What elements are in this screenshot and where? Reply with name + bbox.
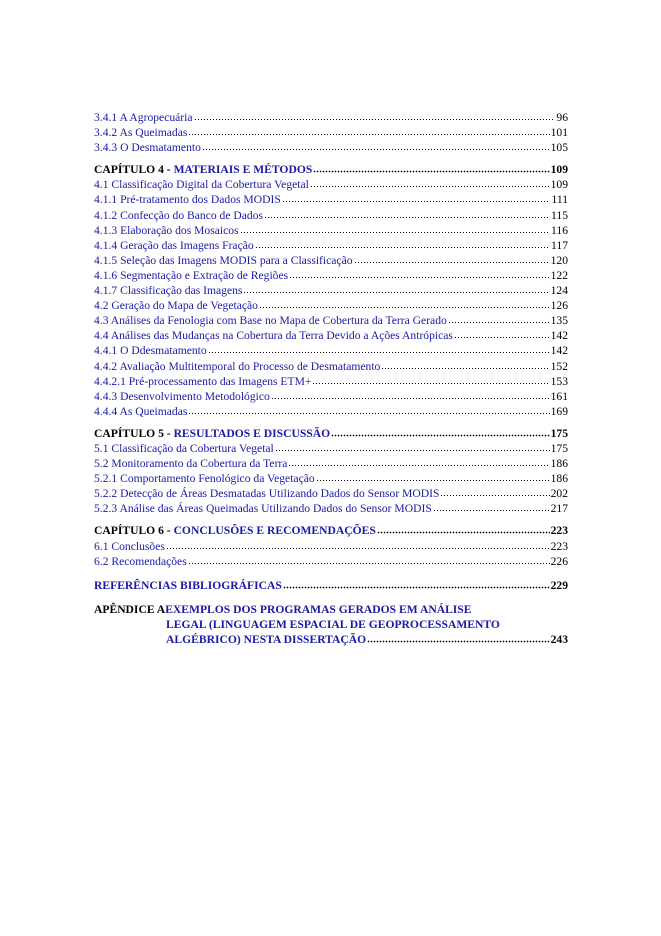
dot-leader xyxy=(288,457,549,467)
toc-entry[interactable] xyxy=(94,359,568,374)
toc-entry[interactable] xyxy=(94,253,568,268)
toc-entry-label: 4.1 Classificação Digital da Cobertura Vegetal xyxy=(94,178,309,192)
toc-entry-label: 4.2 Geração do Mapa de Vegetação xyxy=(94,299,258,313)
dot-leader xyxy=(289,269,549,279)
dot-leader xyxy=(448,314,550,324)
toc-entry-label: 4.1.7 Classificação das Imagens xyxy=(94,284,243,298)
page-number: 202 xyxy=(550,487,568,501)
toc-entry-label: 4.1.3 Elaboração dos Mosaicos xyxy=(94,223,239,237)
chapter-6-entries xyxy=(94,539,568,569)
toc-entry[interactable] xyxy=(94,539,568,554)
chapter-5-entries xyxy=(94,441,568,516)
toc-entry[interactable] xyxy=(94,177,568,192)
toc-entry-label: 4.1.4 Geração das Imagens Fração xyxy=(94,238,254,252)
dot-leader xyxy=(275,442,550,452)
page-number: 124 xyxy=(550,284,568,298)
page-number: 229 xyxy=(550,578,568,592)
dot-leader xyxy=(367,633,549,643)
toc-entry[interactable] xyxy=(94,268,568,283)
dot-leader xyxy=(312,375,549,385)
chapter-prefix: CAPÍTULO 4 - xyxy=(94,163,174,177)
toc-entry-label: 4.3 Análises da Fenologia com Base no Mapa de Cobertura da Terra Gerado xyxy=(94,314,447,328)
page-number: 186 xyxy=(550,472,568,486)
toc-entry[interactable] xyxy=(94,471,568,486)
toc-entry-label: 3.4.2 As Queimadas xyxy=(94,126,188,140)
toc-entry-label: 5.2.3 Análise das Áreas Queimadas Utilizando Dados do Sensor MODIS xyxy=(94,502,432,516)
toc-entry-label: 4.4.4 As Queimadas xyxy=(94,404,188,418)
dot-leader xyxy=(316,472,550,482)
toc-entry-label: 5.2.1 Comportamento Fenológico da Vegetação xyxy=(94,472,315,486)
dot-leader xyxy=(271,390,550,400)
toc-entry-label: 3.4.1 A Agropecuária xyxy=(94,111,193,124)
dot-leader xyxy=(166,540,550,550)
dot-leader xyxy=(310,178,550,188)
toc-entry-label: 4.4 Análises das Mudanças na Cobertura da Terra Devido a Ações Antrópicas xyxy=(94,329,453,343)
dot-leader xyxy=(202,141,550,151)
page-number: 105 xyxy=(550,141,568,155)
dot-leader xyxy=(194,111,556,121)
dot-leader xyxy=(313,163,549,173)
dot-leader xyxy=(188,126,549,136)
page-number: 101 xyxy=(550,126,568,140)
dot-leader xyxy=(454,329,550,339)
page-number: 96 xyxy=(556,111,568,124)
page-number: 117 xyxy=(551,238,568,252)
page-number: 223 xyxy=(550,524,568,538)
toc-entry-label: 4.1.6 Segmentação e Extração de Regiões xyxy=(94,268,289,282)
toc-chapter-5[interactable] xyxy=(94,426,568,441)
dot-leader xyxy=(282,193,551,203)
dot-leader xyxy=(240,224,550,234)
toc-entry[interactable] xyxy=(94,125,568,140)
toc-entry-label: 4.1.5 Seleção das Imagens MODIS para a Classificação xyxy=(94,253,353,267)
dot-leader xyxy=(259,299,550,309)
toc-entry-label: 6.2 Recomendações xyxy=(94,554,187,568)
dot-leader xyxy=(283,579,550,589)
dot-leader xyxy=(264,209,550,219)
page-number: 109 xyxy=(550,163,568,177)
table-of-contents xyxy=(94,110,568,647)
toc-entry[interactable] xyxy=(94,554,568,569)
dot-leader xyxy=(331,427,549,437)
page-number: 243 xyxy=(550,633,568,647)
page-number: 126 xyxy=(550,299,568,313)
dot-leader xyxy=(243,284,549,294)
appendix-prefix: APÊNDICE A xyxy=(94,602,166,616)
toc-entry-label: 4.1.2 Confecção do Banco de Dados xyxy=(94,208,264,222)
toc-entry-label: 4.4.2.1 Pré-processamento das Imagens ETM+ xyxy=(94,374,312,388)
toc-entry-label: 5.2.2 Detecção de Áreas Desmatadas Utilizando Dados do Sensor MODIS xyxy=(94,487,440,501)
toc-entry[interactable] xyxy=(94,343,568,358)
toc-references[interactable] xyxy=(94,578,568,593)
page-number: 175 xyxy=(550,441,568,455)
toc-entry[interactable] xyxy=(94,374,568,389)
toc-entry[interactable] xyxy=(94,389,568,404)
page-number: 153 xyxy=(550,374,568,388)
toc-entry[interactable] xyxy=(94,192,568,207)
appendix-title-line-3: ALGÉBRICO) NESTA DISSERTAÇÃO xyxy=(166,633,367,647)
page-number: 122 xyxy=(550,268,568,282)
toc-entry[interactable] xyxy=(94,328,568,343)
chapter-title: RESULTADOS E DISCUSSÃO xyxy=(173,426,331,440)
page-number: 175 xyxy=(550,426,568,440)
toc-entry[interactable] xyxy=(94,313,568,328)
toc-entry[interactable] xyxy=(94,501,568,516)
page-number: 186 xyxy=(550,457,568,471)
chapter-title: MATERIAIS E MÉTODOS xyxy=(173,163,313,177)
page-number: 115 xyxy=(551,208,568,222)
page-number: 111 xyxy=(551,193,568,207)
page-number: 142 xyxy=(550,329,568,343)
dot-leader xyxy=(381,360,549,370)
page-number: 152 xyxy=(550,359,568,373)
toc-entry-label: 4.1.1 Pré-tratamento dos Dados MODIS xyxy=(94,193,281,207)
appendix-title-line-2: LEGAL (LINGUAGEM ESPACIAL DE GEOPROCESSAMENTO xyxy=(166,618,500,631)
dot-leader xyxy=(354,254,550,264)
toc-entry[interactable] xyxy=(94,110,568,125)
toc-entry[interactable] xyxy=(94,486,568,501)
toc-appendix[interactable] xyxy=(94,602,568,648)
page-number: 226 xyxy=(550,554,568,568)
toc-entry-label: 4.4.3 Desenvolvimento Metodológico xyxy=(94,389,270,403)
toc-entry[interactable] xyxy=(94,283,568,298)
toc-entry[interactable] xyxy=(94,238,568,253)
toc-entry-label: 4.4.2 Avaliação Multitemporal do Processo de Desmatamento xyxy=(94,359,381,373)
toc-entry[interactable] xyxy=(94,223,568,238)
chapter-title: CONCLUSÕES E RECOMENDAÇÕES xyxy=(173,524,376,538)
dot-leader xyxy=(188,405,549,415)
toc-entry[interactable] xyxy=(94,298,568,313)
page-number: 135 xyxy=(550,314,568,328)
toc-entry[interactable] xyxy=(94,404,568,419)
dot-leader xyxy=(433,502,550,512)
chapter-prefix: CAPÍTULO 6 - xyxy=(94,524,174,538)
toc-entry-label: 3.4.3 O Desmatamento xyxy=(94,141,201,155)
appendix-title-line-1: EXEMPLOS DOS PROGRAMAS GERADOS EM ANÁLISE xyxy=(165,602,472,616)
page-number: 161 xyxy=(550,389,568,403)
dot-leader xyxy=(440,487,549,497)
section-3-entries xyxy=(94,110,568,155)
page-number: 142 xyxy=(550,344,568,358)
toc-entry[interactable] xyxy=(94,140,568,155)
page-number: 223 xyxy=(550,539,568,553)
toc-entry-label: 6.1 Conclusões xyxy=(94,539,165,553)
page-number: 169 xyxy=(550,404,568,418)
dot-leader xyxy=(208,344,550,354)
toc-entry[interactable] xyxy=(94,456,568,471)
dot-leader xyxy=(377,524,550,534)
toc-entry-label: 5.1 Classificação da Cobertura Vegetal xyxy=(94,441,274,455)
dot-leader xyxy=(255,239,550,249)
page-number: 217 xyxy=(550,502,568,516)
toc-chapter-6[interactable] xyxy=(94,523,568,538)
chapter-prefix: CAPÍTULO 5 - xyxy=(94,426,174,440)
toc-entry-label: 4.4.1 O Ddesmatamento xyxy=(94,344,207,358)
chapter-4-entries xyxy=(94,177,568,419)
toc-entry-label: 5.2 Monitoramento da Cobertura da Terra xyxy=(94,457,288,471)
page-number: 109 xyxy=(550,178,568,192)
page-number: 116 xyxy=(551,223,568,237)
toc-chapter-4[interactable] xyxy=(94,162,568,177)
dot-leader xyxy=(188,555,550,565)
toc-entry[interactable] xyxy=(94,208,568,223)
references-title: REFERÊNCIAS BIBLIOGRÁFICAS xyxy=(94,578,282,592)
toc-entry[interactable] xyxy=(94,441,568,456)
page-number: 120 xyxy=(550,253,568,267)
